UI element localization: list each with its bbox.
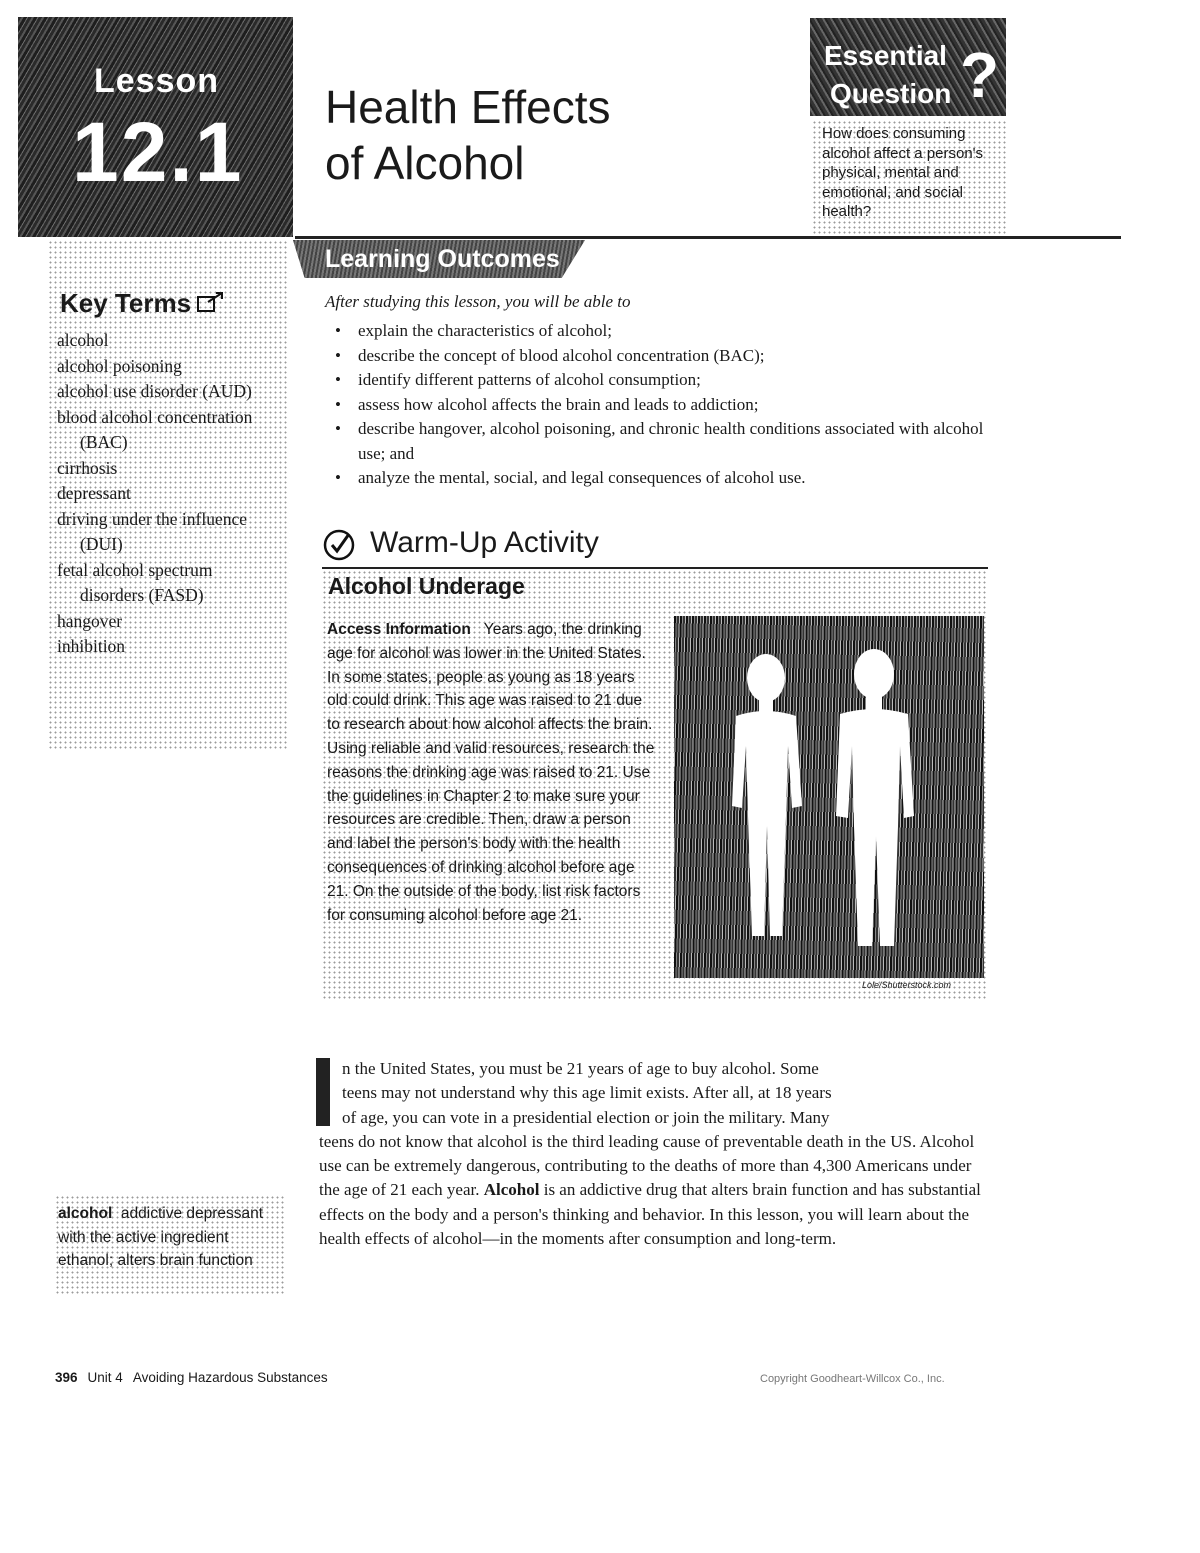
key-term-item[interactable]: alcohol use disorder (AUD) — [57, 381, 252, 401]
definition-term: alcohol — [58, 1205, 113, 1222]
margin-definition — [58, 1202, 283, 1273]
intro-key-term[interactable]: Alcohol — [483, 1180, 540, 1200]
unit-title: Avoiding Hazardous Substances — [132, 1370, 328, 1385]
essential-question-label-line1: Essential — [824, 40, 947, 71]
learning-outcomes-intro: After studying this lesson, you will be able to — [325, 292, 631, 311]
learning-outcome-item: • assess how alcohol affects the brain and leads to addiction; — [332, 393, 1012, 418]
warm-up-lead: Access Information — [327, 621, 471, 638]
key-term-item[interactable]: fetal alcohol spectrum disorders (FASD) — [57, 559, 213, 605]
lesson-number: 12.1 — [72, 105, 244, 199]
learning-outcome-item: • explain the characteristics of alcohol; — [332, 319, 1012, 344]
learning-outcome-item: • identify different patterns of alcohol consumption; — [332, 368, 1012, 393]
learning-outcomes-list — [332, 319, 1012, 491]
question-mark-icon: ? — [960, 39, 1000, 111]
hand-pointer-icon — [196, 290, 226, 314]
key-term-item[interactable]: inhibition — [57, 636, 126, 656]
key-term-item[interactable]: blood alcohol concentration (BAC) — [57, 406, 253, 452]
warm-up-title: Warm-Up Activity — [370, 526, 599, 559]
page-number: 396 — [55, 1370, 78, 1385]
intro-text: is an addictive drug that alters brain function and has substantial effects on the body and a person's thinking and behavior. In this lesson, you will learn about the health effects of alcohol—in the moments after consumption and long-term. — [319, 1180, 981, 1249]
learning-outcome-item: • describe the concept of blood alcohol concentration (BAC); — [332, 344, 1012, 369]
check-circle-icon — [322, 528, 356, 562]
footer-left — [55, 1370, 328, 1385]
page-title-line1: Health Effects — [325, 81, 611, 133]
learning-outcome-item: • analyze the mental, social, and legal consequences of alcohol use. — [332, 466, 1012, 491]
key-term-item[interactable]: hangover — [57, 610, 123, 631]
warm-up-subtitle: Alcohol Underage — [328, 573, 525, 599]
essential-question-text: How does consuming alcohol affect a person's physical, mental and emotional, and social health? — [822, 125, 984, 220]
lesson-label: Lesson — [94, 62, 220, 100]
intro-line: n the United States, you must be 21 years of age to buy alcohol. Some — [342, 1059, 819, 1078]
intro-line: teens may not understand why this age limit exists. After all, at 18 years — [342, 1083, 832, 1103]
human-silhouettes-icon — [674, 616, 984, 978]
intro-text: teens do not know that alcohol is the third leading cause of preventable death in the US. Alcohol use can be extremely dangerous, contributing to the deaths of more than 4,300 Americans under the age of 21 each year. — [319, 1131, 975, 1200]
key-term-item[interactable]: cirrhosis — [57, 457, 118, 478]
essential-question-label-line2: Question — [830, 78, 952, 109]
warm-up-text — [327, 618, 657, 927]
intro-paragraph — [319, 1057, 987, 1251]
unit-label: Unit 4 — [87, 1370, 123, 1385]
header-rule — [295, 236, 1121, 239]
key-term-item[interactable]: alcohol — [57, 330, 109, 350]
page-title-line2: of Alcohol — [325, 137, 525, 189]
copyright-notice: Copyright Goodheart-Willcox Co., Inc. — [760, 1373, 945, 1385]
image-credit: Lole/Shutterstock.com — [862, 980, 952, 990]
intro-line: of age, you can vote in a presidential election or join the military. Many — [342, 1107, 830, 1127]
key-term-item[interactable]: alcohol poisoning — [57, 355, 182, 376]
intro-continuation — [319, 1130, 987, 1251]
learning-outcome-item: • describe hangover, alcohol poisoning, and chronic health conditions associated with alcohol use; and — [332, 417, 1012, 466]
silhouette-illustration — [674, 616, 984, 978]
key-term-item[interactable]: driving under the influence (DUI) — [57, 508, 248, 554]
definition-text: addictive depressant with the active ingredient ethanol; alters brain function — [58, 1205, 264, 1269]
key-terms-list — [57, 328, 277, 660]
warm-up-rule — [322, 567, 988, 569]
learning-outcomes-title: Learning Outcomes — [325, 245, 560, 273]
key-terms-title: Key Terms — [60, 288, 192, 318]
key-term-item[interactable]: depressant — [57, 483, 131, 503]
warm-up-body: Years ago, the drinking age for alcohol was lower in the United States. In some states, people as young as 18 years old could drink. This age was raised to 21 due to research about how alcohol affects the brain. Using reliable and valid resources, research the reasons the drinking age was raised to 21. Use the guidelines in Chapter 2 to make sure your resources are credible. Then, draw a person and label the person's body with the health consequences of drinking alcohol before age 21. On the outside of the body, list risk factors for consuming alcohol before age 21. — [327, 621, 655, 924]
